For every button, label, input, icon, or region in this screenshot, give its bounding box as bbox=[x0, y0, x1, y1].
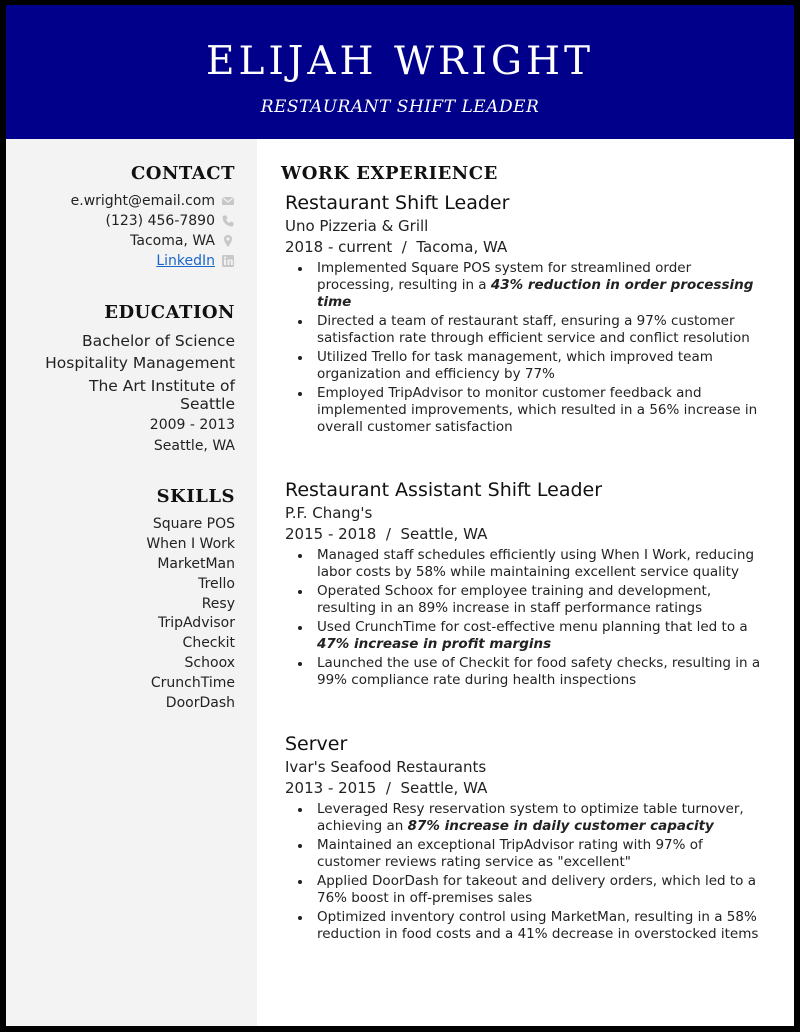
job-dates: 2015 - 2018 bbox=[285, 525, 377, 543]
skill-item: Resy bbox=[201, 596, 235, 612]
job-dates-location bbox=[285, 237, 765, 257]
skill-item: DoorDash bbox=[165, 695, 235, 711]
skill-item: Schoox bbox=[184, 655, 235, 671]
candidate-title: RESTAURANT SHIFT LEADER bbox=[260, 97, 540, 117]
highlight-text: 47% increase in profit margins bbox=[317, 636, 552, 652]
bullet-item: Employed TripAdvisor to monitor customer feedback and implemented improvements, which resulted in a 56% increase in overall customer satisfaction bbox=[285, 385, 765, 436]
education-location: Seattle, WA bbox=[153, 438, 235, 454]
bullet-item: Optimized inventory control using MarketMan, resulting in a 58% reduction in food costs and a 41% decrease in overstocked items bbox=[285, 909, 765, 943]
email-text: e.wright@email.com bbox=[70, 193, 215, 209]
envelope-icon bbox=[221, 194, 235, 208]
contact-email bbox=[71, 193, 235, 209]
sidebar bbox=[6, 139, 257, 1032]
contact-linkedin bbox=[156, 253, 235, 269]
phone-icon bbox=[221, 214, 235, 228]
education-degree: Bachelor of Science bbox=[81, 332, 235, 350]
skill-item: Square POS bbox=[152, 516, 235, 532]
contact-phone bbox=[106, 213, 236, 229]
separator: / bbox=[376, 779, 401, 797]
job-dates: 2013 - 2015 bbox=[285, 779, 377, 797]
bullet-item: Leveraged Resy reservation system to optimize table turnover, achieving an 87% increase in daily customer capacity bbox=[285, 801, 765, 835]
bullet-item: Used CrunchTime for cost-effective menu planning that led to a 47% increase in profit margins bbox=[285, 619, 765, 653]
bullet-item: Maintained an exceptional TripAdvisor rating with 97% of customer reviews rating service as "excellent" bbox=[285, 837, 765, 871]
bullet-item: Applied DoorDash for takeout and delivery orders, which led to a 76% boost in off-premises sales bbox=[285, 873, 765, 907]
job-title: Server bbox=[285, 733, 348, 755]
skill-item: MarketMan bbox=[157, 556, 235, 572]
education-heading: EDUCATION bbox=[104, 302, 235, 323]
job-entry bbox=[285, 732, 765, 945]
job-entry bbox=[285, 478, 765, 691]
phone-text: (123) 456-7890 bbox=[105, 213, 215, 229]
bullet-item: Directed a team of restaurant staff, ensuring a 97% customer satisfaction rate through efficient service and conflict resolution bbox=[285, 313, 765, 347]
work-experience-heading: WORK EXPERIENCE bbox=[281, 163, 498, 184]
main-content bbox=[257, 139, 794, 1032]
job-title: Restaurant Shift Leader bbox=[285, 192, 510, 214]
separator: / bbox=[376, 525, 401, 543]
job-entry bbox=[285, 191, 765, 438]
skill-item: Trello bbox=[198, 576, 235, 592]
skill-item: Checkit bbox=[182, 635, 235, 651]
job-title: Restaurant Assistant Shift Leader bbox=[285, 479, 603, 501]
map-pin-icon bbox=[221, 234, 235, 248]
job-location: Seattle, WA bbox=[400, 779, 488, 797]
job-bullets bbox=[285, 547, 765, 689]
job-dates-location bbox=[285, 778, 765, 798]
skill-item: When I Work bbox=[146, 536, 235, 552]
education-major: Hospitality Management bbox=[45, 354, 235, 372]
job-location: Tacoma, WA bbox=[416, 238, 508, 256]
linkedin-icon bbox=[221, 254, 235, 268]
job-bullets bbox=[285, 260, 765, 436]
education-years: 2009 - 2013 bbox=[149, 417, 235, 433]
location-text: Tacoma, WA bbox=[130, 233, 215, 249]
bullet-item: Implemented Square POS system for streamlined order processing, resulting in a 43% reduction in order processing time bbox=[285, 260, 765, 311]
job-bullets bbox=[285, 801, 765, 943]
education-school-line1: The Art Institute of bbox=[89, 377, 235, 395]
bullet-item: Managed staff schedules efficiently using When I Work, reducing labor costs by 58% while maintaining excellent service quality bbox=[285, 547, 765, 581]
skills-heading: SKILLS bbox=[156, 486, 235, 507]
highlight-text: 43% reduction in order processing time bbox=[317, 277, 754, 310]
contact-location bbox=[130, 233, 235, 249]
job-dates: 2018 - current bbox=[285, 238, 393, 256]
bullet-item: Launched the use of Checkit for food safety checks, resulting in a 99% compliance rate during health inspections bbox=[285, 655, 765, 689]
job-dates-location bbox=[285, 524, 765, 544]
skill-item: TripAdvisor bbox=[157, 615, 235, 631]
resume-header bbox=[6, 5, 794, 139]
linkedin-link[interactable]: LinkedIn bbox=[156, 253, 215, 269]
job-company: Ivar's Seafood Restaurants bbox=[285, 758, 487, 776]
job-company: P.F. Chang's bbox=[285, 504, 373, 522]
job-company: Uno Pizzeria & Grill bbox=[285, 217, 429, 235]
bullet-item: Utilized Trello for task management, which improved team organization and efficiency by 77% bbox=[285, 349, 765, 383]
separator: / bbox=[392, 238, 417, 256]
job-location: Seattle, WA bbox=[400, 525, 488, 543]
highlight-text: 87% increase in daily customer capacity bbox=[407, 818, 714, 834]
bullet-item: Operated Schoox for employee training and development, resulting in an 89% increase in staff performance ratings bbox=[285, 583, 765, 617]
candidate-name: ELIJAH WRIGHT bbox=[205, 39, 594, 84]
contact-heading: CONTACT bbox=[130, 163, 235, 184]
education-school-line2: Seattle bbox=[180, 395, 235, 413]
skill-item: CrunchTime bbox=[150, 675, 235, 691]
